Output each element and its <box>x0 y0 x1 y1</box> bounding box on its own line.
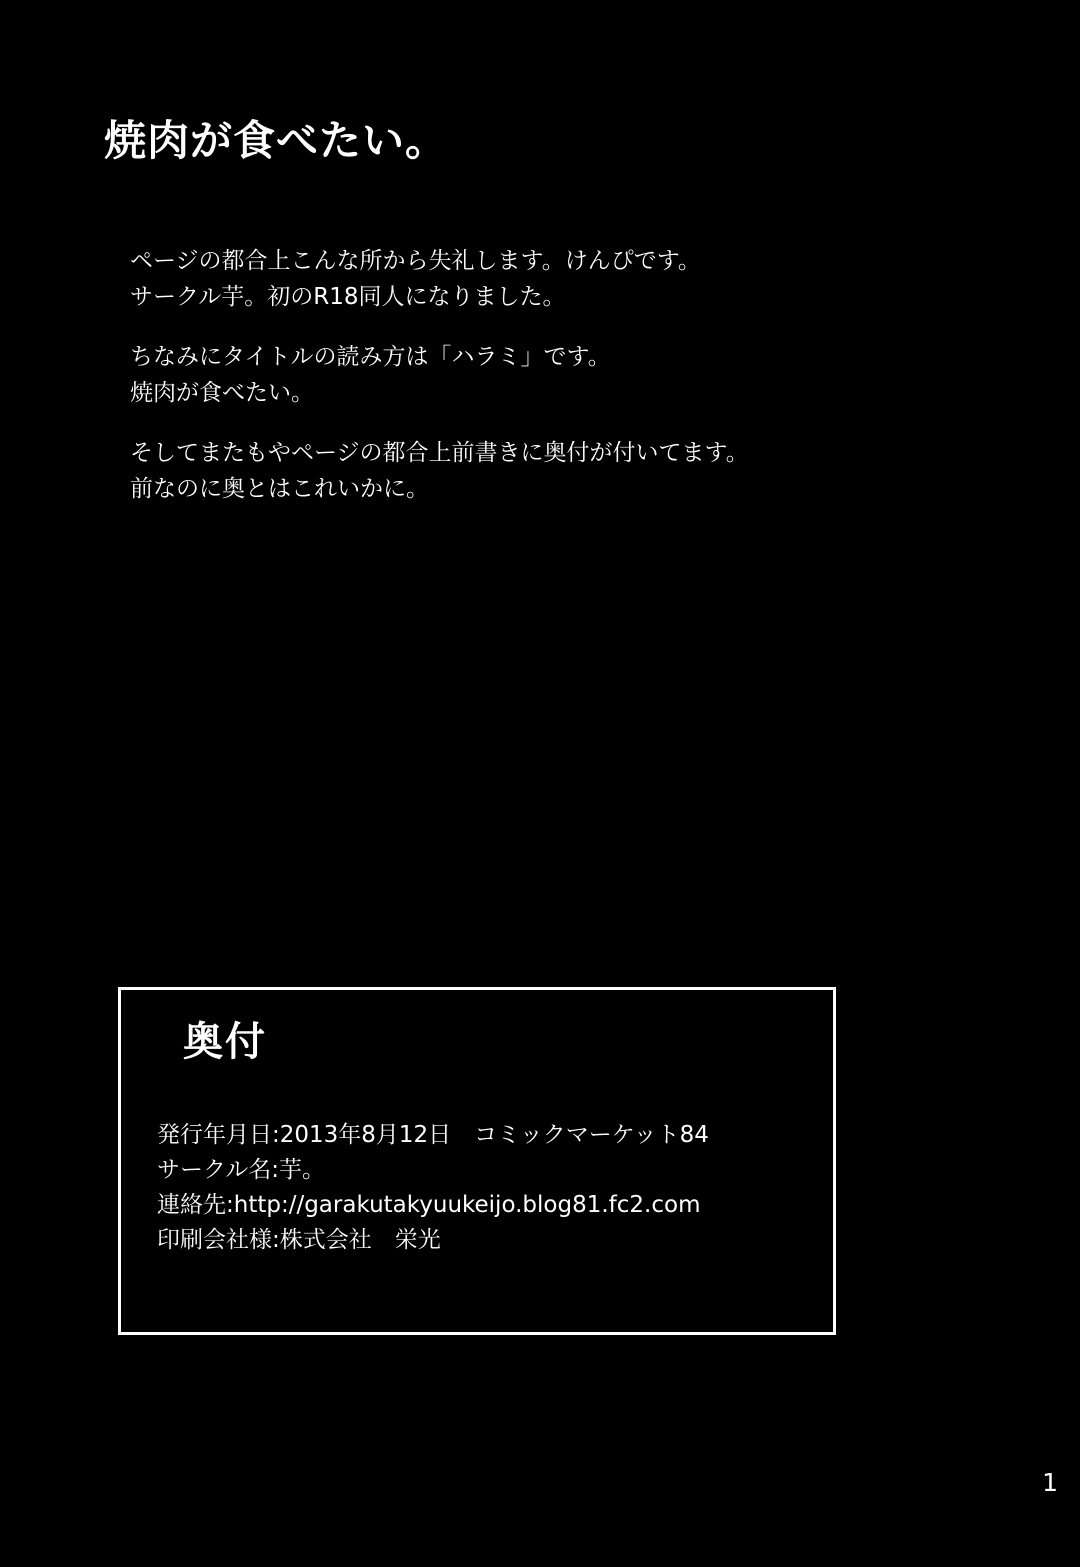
page-number: 1 <box>1042 1468 1058 1497</box>
intro-line: 焼肉が食べたい。 <box>130 380 314 406</box>
intro-line: サークル芋。初のR18同人になりました。 <box>130 284 566 310</box>
intro-paragraph <box>130 339 950 411</box>
colophon-box <box>118 987 836 1335</box>
intro-paragraph <box>130 243 950 315</box>
intro-line: ページの都合上こんな所から失礼します。けんぴです。 <box>130 248 701 274</box>
colophon-line-printer: 印刷会社様:株式会社 栄光 <box>157 1227 441 1253</box>
intro-paragraph <box>130 435 950 507</box>
intro-text <box>130 243 950 507</box>
intro-line: ちなみにタイトルの読み方は「ハラミ」です。 <box>130 344 611 370</box>
colophon-line-publish-date: 発行年月日:2013年8月12日 コミックマーケット84 <box>157 1122 709 1148</box>
colophon-details <box>157 1118 709 1258</box>
page-title: 焼肉が食べたい。 <box>104 116 449 165</box>
colophon-line-contact: 連絡先:http://garakutakyuukeijo.blog81.fc2.com <box>157 1192 701 1218</box>
intro-line: そしてまたもやページの都合上前書きに奥付が付いてます。 <box>130 440 749 466</box>
intro-line: 前なのに奥とはこれいかに。 <box>130 476 429 502</box>
colophon-line-circle-name: サークル名:芋。 <box>157 1157 326 1183</box>
colophon-heading: 奥付 <box>183 1019 267 1065</box>
